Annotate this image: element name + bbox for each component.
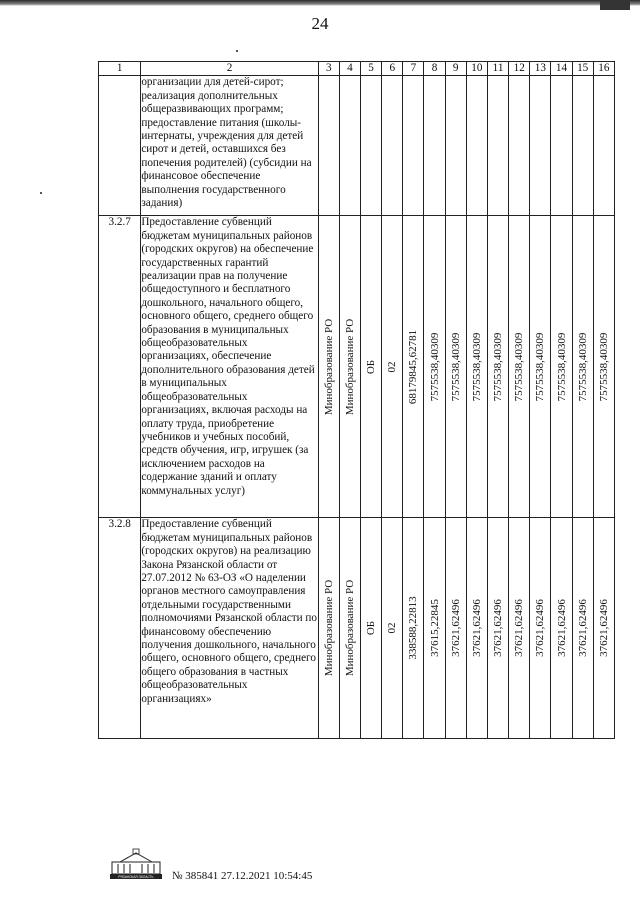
total-amount: 68179845,62781 (407, 329, 420, 405)
row-number (99, 76, 141, 216)
header-cell: 10 (466, 62, 487, 76)
scan-speck (600, 0, 630, 10)
responsible-executor: Минобразование РО (322, 580, 335, 677)
section-code: 02 (386, 361, 399, 373)
table-row-3-2-7 (99, 216, 615, 518)
header-cell: 12 (509, 62, 530, 76)
row-number: 3.2.7 (99, 216, 141, 518)
year-amount: 7575538,40309 (597, 332, 610, 402)
year-amount: 7575538,40309 (449, 332, 462, 402)
year-amount: 7575538,40309 (534, 332, 547, 402)
table-row-3-2-8 (99, 518, 615, 739)
year-amount: 7575538,40309 (555, 332, 568, 402)
year-amount: 37621,62496 (555, 599, 568, 658)
year-amount: 37621,62496 (597, 599, 610, 658)
total-amount: 338588,22813 (407, 596, 420, 661)
budget-table (98, 61, 615, 739)
year-amount: 37621,62496 (534, 599, 547, 658)
funding-source: ОБ (365, 359, 378, 375)
year-amount: 37621,62496 (492, 599, 505, 658)
row-description: Предоставление субвенций бюджетам муниципальных районов (городских округов) на обеспечение государственных гарантий реализации прав на получение общедоступного и бесплатного дошкольного, начального общего, основного общего, среднего общего образования в муниципальных общеобразовательных организациях, обеспечение дополнительного образования детей в муниципальных общеобразовательных организациях, включая расходы на оплату труда, приобретение учебников и учебных пособий, средств обучения, игр, игрушек (за исключением расходов на содержание зданий и оплату коммунальных услуг) (141, 216, 318, 518)
header-cell: 9 (445, 62, 466, 76)
header-cell: 13 (530, 62, 551, 76)
header-cell: 4 (339, 62, 360, 76)
header-cell: 11 (487, 62, 508, 76)
header-cell: 6 (382, 62, 403, 76)
header-cell: 16 (593, 62, 614, 76)
header-cell: 8 (424, 62, 445, 76)
responsible-executor: Минобразование РО (322, 318, 335, 416)
year-amount: 7575538,40309 (492, 332, 505, 402)
row-description: Предоставление субвенций бюджетам муниципальных районов (городских округов) на реализацию Закона Рязанской области от 27.07.2012 № 63-ОЗ «О наделении органов местного самоуправления отдельными государственными полномочиями Рязанской области по финансовому обеспечению получения дошкольного, начального общего, основного общего, среднего общего образования в частных общеобразовательных организациях» (141, 518, 318, 739)
year-amount: 37621,62496 (576, 599, 589, 658)
registration-stamp: № 385841 27.12.2021 10:54:45 (172, 870, 313, 882)
funding-source: ОБ (365, 621, 378, 636)
row-description: организации для детей-сирот; реализация дополнительных общеразвивающих программ; предоставление питания (школы-интернаты, учреждения для детей сирот и детей, оставшихся без попечения родителей) (субсидии на финансовое обеспечение выполнения государственного задания) (141, 76, 318, 216)
scan-speck (236, 50, 238, 52)
year-amount: 37615,22845 (428, 599, 441, 658)
year-amount: 37621,62496 (513, 599, 526, 658)
scan-top-edge (0, 0, 640, 6)
budget-recipient: Минобразование РО (343, 580, 356, 677)
year-amount: 7575538,40309 (513, 332, 526, 402)
header-cell: 14 (551, 62, 572, 76)
row-number: 3.2.8 (99, 518, 141, 739)
header-cell: 2 (141, 62, 318, 76)
year-amount: 7575538,40309 (470, 332, 483, 402)
header-cell: 15 (572, 62, 593, 76)
year-amount: 7575538,40309 (428, 332, 441, 402)
table-row-continuation (99, 76, 615, 216)
year-amount: 37621,62496 (449, 599, 462, 658)
section-code: 02 (386, 622, 399, 634)
header-row (99, 62, 615, 76)
logo-caption: РЯЗАНСКАЯ ОБЛАСТЬ (118, 875, 154, 880)
header-cell: 1 (99, 62, 141, 76)
budget-recipient: Минобразование РО (343, 318, 356, 416)
header-cell: 5 (361, 62, 382, 76)
header-cell: 7 (403, 62, 424, 76)
header-cell: 3 (318, 62, 339, 76)
page-number: 24 (311, 14, 329, 33)
year-amount: 7575538,40309 (576, 332, 589, 402)
document-footer (110, 848, 530, 888)
year-amount: 37621,62496 (470, 599, 483, 658)
scan-speck (40, 192, 42, 194)
government-building-logo (110, 848, 162, 880)
